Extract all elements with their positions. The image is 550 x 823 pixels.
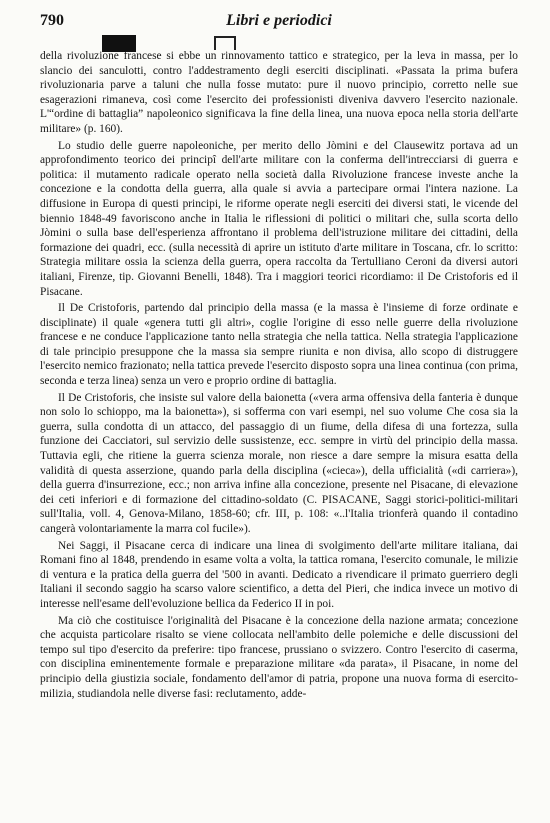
print-artifact bbox=[214, 36, 236, 50]
page-number: 790 bbox=[40, 12, 64, 29]
paragraph-5: Nei Saggi, il Pisacane cerca di indicare una linea di svolgimento dell'arte militare italiana, dai Romani fino al 1848, prendendo in esame volta a volta, la tattica romana, l'esercito comunale, le milizie di ventura e la pratica della guerra del '500 in avanti. Dedicato a rivendicare il primato guerriero degli Italiani il secondo saggio ha scarso valore scientifico, a detta del Pieri, che indica invece un motivo di interesse nell'esame dell'evoluzione bellica da Federico II in poi. bbox=[40, 539, 518, 610]
paragraph-3: Il De Cristoforis, partendo dal principio della massa (e la massa è l'insieme di forze ordinate e disciplinate) il quale «genera tutti gli altri», coglie l'origine di esso nelle guerre della rivoluzione francese e ne conduce l'applicazione tanto nella strategia che nella tattica. Nella strategia l'applicazione di tale principio presuppone che la massa sia sempre riunita e non divisa, allo scopo di distruggere l'esercito nemico frazionato; nella tattica prevede l'esercito disposto sopra una linea continua (con prima, seconda e terza linea) senza un vero e proprio ordine di battaglia. bbox=[40, 302, 518, 388]
page-header bbox=[40, 12, 518, 34]
paragraph-1: della rivoluzione francese si ebbe un rinnovamento tattico e strategico, per la leva in massa, per lo slancio dei sanculotti, contro l'addestramento degli eserciti disciplinati. «Passata la prima bufera rivoluzionaria parve a taluni che nulla fosse mutato: pure il nuovo principio, corretto nelle sue esagerazioni rimaneva, così come l'esercito dei professionisti diveniva davvero l'esercito nazionale. L'“ordine di battaglia” napoleonico significava la fine della linea, una nuova epoca nella storia dell'arte militare» (p. 160). bbox=[40, 50, 518, 135]
paragraph-4: Il De Cristoforis, che insiste sul valore della baionetta («vera arma offensiva della fanteria è dunque non solo lo schioppo, ma la baionetta»), si sofferma con vari esempi, nel suo volume Che cosa sia la guerra, sulla condotta di un attacco, del passaggio di un fiume, della difesa di una fortezza, sulla funzione dei Cacciatori, sul servizio delle sussistenze, ecc. sempre in virtù del principio della massa. Tuttavia egli, che ritiene la guerra scienza morale, non riesce a dare sempre la misura esatta della validità di questa asserzione, quando parla della disciplina («cieca»), della ufficialità («di carriera»), della guerra d'insurrezione, ecc.; non arriva infine alla concezione, presente nel Pisacane, di elevazione dei ceti inferiori e di formazione del cittadino-soldato (C. PISACANE, Saggi storici-politici-militari sull'Italia, voll. 4, Genova-Milano, 1858-60; cfr. III, p. 108: «..l'Italia trionferà quando il contadino cangerà volontariamente la marra col fucile»). bbox=[40, 391, 518, 535]
paragraph-6: Ma ciò che costituisce l'originalità del Pisacane è la concezione della nazione armata; concezione che acquista particolare risalto se viene collocata nell'ambito delle polemiche e delle discussioni del tempo sul tipo d'esercito da preferire: tipo francese, prussiano o svizzero. Contro l'esercito di caserma, con disciplina eminentemente formale e preparazione militare «da parata», il Pisacane, in nome del principio della giustizia sociale, fondamento dell'amor di patria, propone una nuova forma di esercito-milizia, studiandola nelle diverse fasi: reclutamento, adde- bbox=[40, 614, 518, 700]
running-title: Libri e periodici bbox=[226, 12, 332, 29]
paragraph-2: Lo studio delle guerre napoleoniche, per merito dello Jòmini e del Clausewitz portava ad un approfondimento teorico dei principî dell'arte militare con la conferma dell'intrecciarsi di guerra e politica: il mutamento radicale operato nella società dalla Rivoluzione francese investe anche la concezione e la condotta della guerra, alla quale si avvia a partecipare ormai l'intera nazione. La diffusione in Europa di questi principi, le riforme operate negli eserciti dei diversi stati, le vicende del biennio 1848-49 favoriscono anche in Italia le riflessioni di politici o militari che, sulla scorta dello Jòmini o sulla base dell'esperienza affrontano il problema dell'istruzione militare dei cittadini, della formazione dei quadri, ecc. (sulla necessità di aprire un istituto d'arte militare in Toscana, cfr. lo scritto: Strategia militare ossia la scienza della guerra, opera raccolta da Tertulliano Ceroni da diversi autori italiani, Firenze, tip. Giovanni Benelli, 1848). Tra i maggiori teorici ricordiamo: il De Cristoforis ed il Pisacane. bbox=[40, 139, 518, 298]
article-body bbox=[40, 49, 518, 703]
